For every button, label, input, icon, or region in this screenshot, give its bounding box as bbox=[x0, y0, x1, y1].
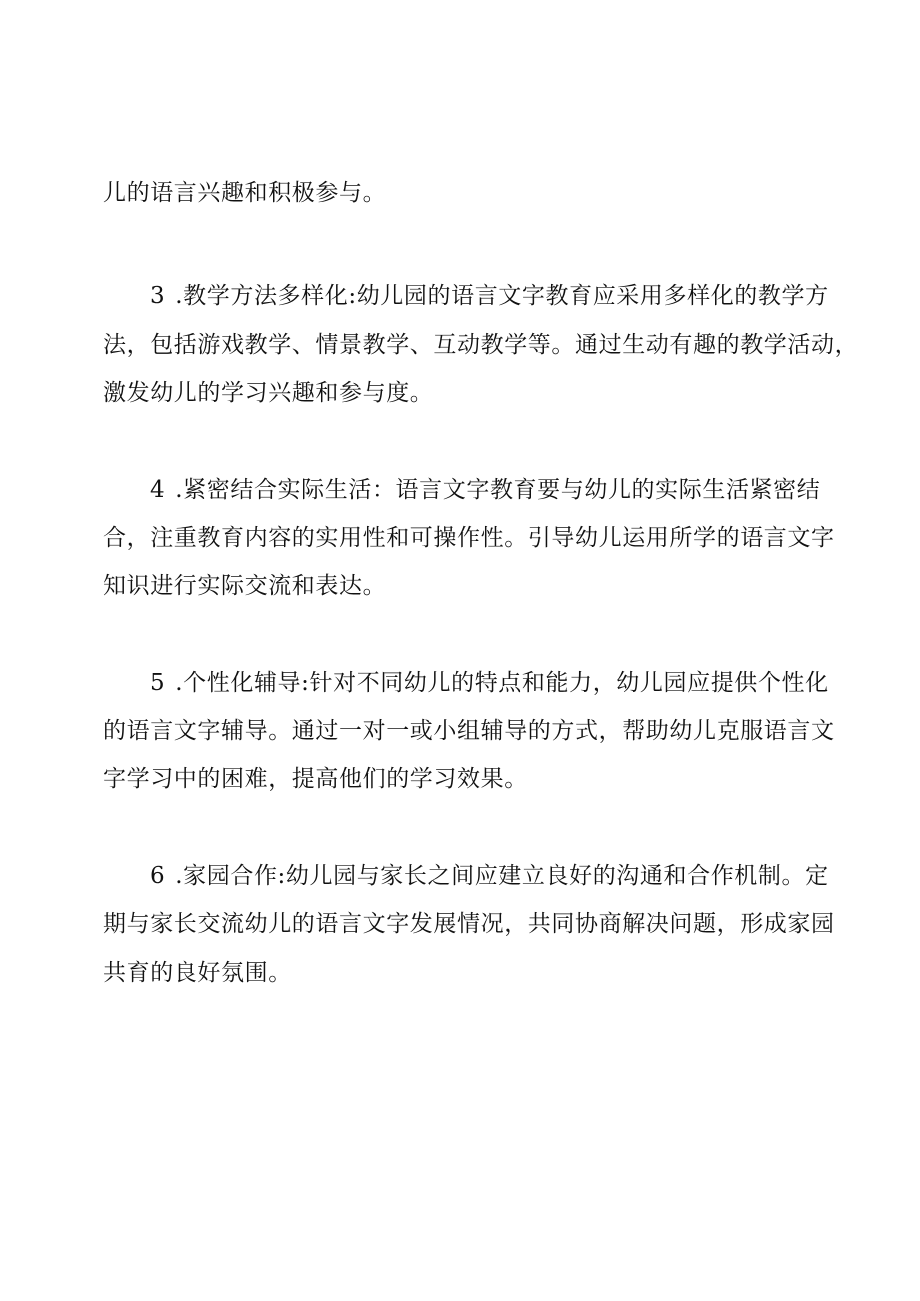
paragraph-line bbox=[150, 861, 829, 891]
paragraph-line: 激发幼儿的学习兴趣和参与度。 bbox=[103, 380, 434, 406]
item-first-line-text: .个性化辅导:针对不同幼儿的特点和能力，幼儿园应提供个性化 bbox=[175, 670, 829, 696]
item-number: 4 bbox=[150, 477, 166, 503]
paragraph-line bbox=[150, 475, 820, 505]
paragraph-line: 知识进行实际交流和表达。 bbox=[103, 573, 387, 599]
paragraph-line bbox=[150, 281, 829, 311]
paragraph-line bbox=[150, 668, 829, 698]
item-number: 5 bbox=[150, 670, 166, 696]
item-first-line-text: .紧密结合实际生活：语言文字教育要与幼儿的实际生活紧密结 bbox=[175, 477, 821, 503]
paragraph-line: 期与家长交流幼儿的语言文字发展情况，共同协商解决问题，形成家园 bbox=[103, 911, 835, 937]
paragraph-line: 合，注重教育内容的实用性和可操作性。引导幼儿运用所学的语言文字 bbox=[103, 525, 835, 551]
item-number: 3 bbox=[150, 283, 166, 309]
item-first-line-text: .教学方法多样化:幼儿园的语言文字教育应采用多样化的教学方 bbox=[175, 283, 829, 309]
item-first-line-text: .家园合作:幼儿园与家长之间应建立良好的沟通和合作机制。定 bbox=[175, 863, 829, 889]
paragraph-line: 共育的良好氛围。 bbox=[103, 960, 292, 986]
paragraph-line: 儿的语言兴趣和积极参与。 bbox=[103, 180, 387, 206]
paragraph-line: 字学习中的困难，提高他们的学习效果。 bbox=[103, 766, 528, 792]
paragraph-line: 的语言文字辅导。通过一对一或小组辅导的方式，帮助幼儿克服语言文 bbox=[103, 718, 835, 744]
item-number: 6 bbox=[150, 863, 166, 889]
paragraph-line: 法，包括游戏教学、情景教学、互动教学等。通过生动有趣的教学活动， bbox=[103, 332, 859, 358]
